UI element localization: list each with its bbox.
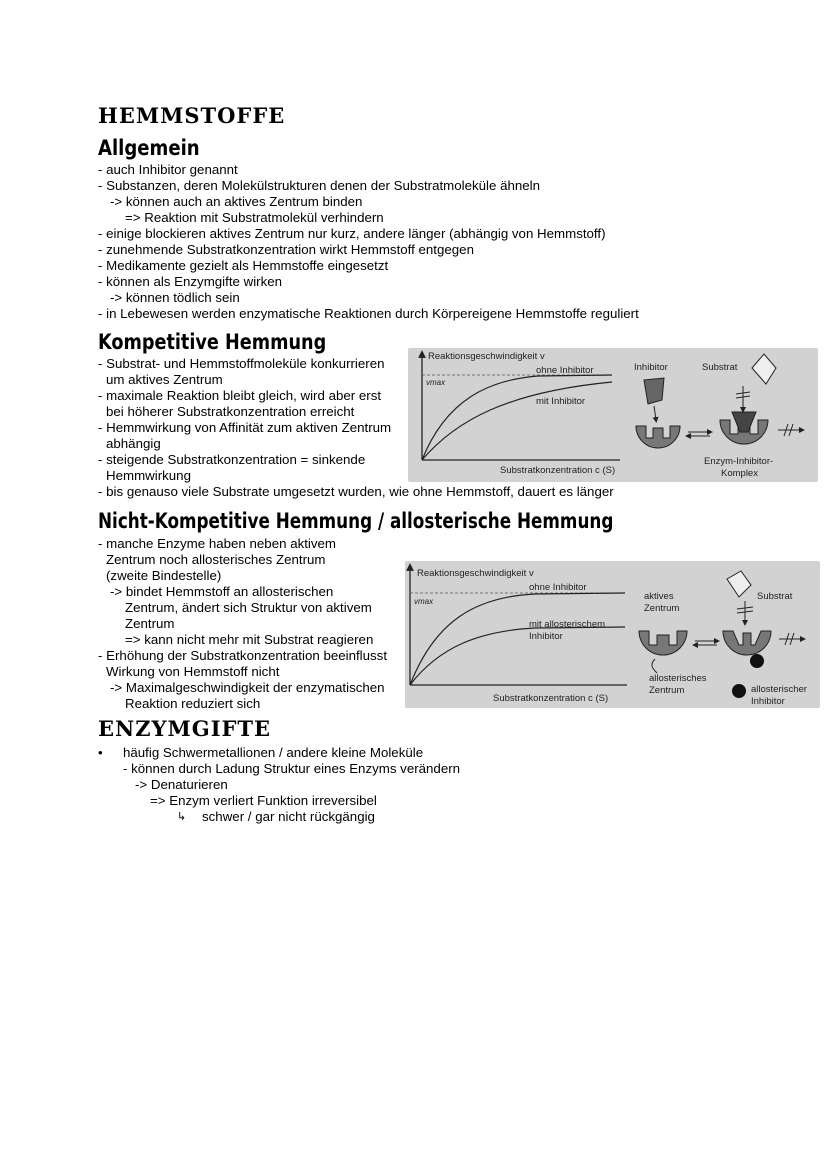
text-line: Zentrum noch allosterisches Zentrum [106,552,326,567]
text-line: - Medikamente gezielt als Hemmstoffe eingesetzt [98,258,389,273]
pointer-allosteric [652,659,657,673]
text-line: - Substanzen, deren Molekülstrukturen denen der Substratmoleküle ähneln [98,178,541,193]
text-line: Wirkung von Hemmstoff nicht [106,664,280,679]
label-substrat: Substrat [757,591,793,602]
text-line: - Substrat- und Hemmstoffmoleküle konkurrieren [98,356,385,371]
label-aktives-1: aktives [644,591,674,602]
vmax-label: vmax [426,378,446,387]
text-line: => Enzym verliert Funktion irreversibel [150,793,377,808]
enzyme-deformed [723,631,771,655]
label-allo-2: Zentrum [649,685,685,696]
label-complex-2: Komplex [721,468,758,479]
figure-kompetitive-hemmung [408,348,818,482]
text-line: - können als Enzymgifte wirken [98,274,283,289]
text-line: schwer / gar nicht rückgängig [202,809,375,824]
curve-label-mit-1: mit allosterischem [529,619,606,630]
curve-mit-inhibitor [422,382,612,460]
label-complex-1: Enzym-Inhibitor- [704,456,774,467]
text-line: Reaktion reduziert sich [125,696,261,711]
enzyme-free [636,426,680,448]
bullet-icon: • [98,745,103,760]
y-axis-label: Reaktionsgeschwindigkeit v [417,568,534,579]
text-line: => kann nicht mehr mit Substrat reagieren [125,632,374,647]
vmax-label: vmax [414,597,434,606]
label-allo-inh-1: allosterischer [751,684,807,695]
substrat-shape [727,571,751,597]
text-line: Zentrum [125,616,175,631]
x-axis-label: Substratkonzentration c (S) [493,693,609,704]
text-line: -> Denaturieren [135,777,228,792]
text-line: - maximale Reaktion bleibt gleich, wird aber erst [98,388,382,403]
y-axis-label: Reaktionsgeschwindigkeit v [428,351,545,362]
text-line: (zweite Bindestelle) [106,568,222,583]
curve-ohne-inhibitor [410,593,625,685]
text-line: Hemmwirkung [106,468,191,483]
curve-ohne-inhibitor [422,375,612,460]
text-line: - Hemmwirkung von Affinität zum aktiven Zentrum [98,420,392,435]
arrow-icon: ↳ [177,811,187,823]
text-line: - Erhöhung der Substratkonzentration beeinflusst [98,648,388,663]
text-line: => Reaktion mit Substratmolekül verhindern [125,210,384,225]
text-line: -> Maximalgeschwindigkeit der enzymatischen [110,680,385,695]
text-line: - steigende Substratkonzentration = sinkende [98,452,366,467]
text-line: -> bindet Hemmstoff an allosterischen [110,584,334,599]
text-line: bei höherer Substratkonzentration erreicht [106,404,355,419]
bound-inhibitor [732,412,756,432]
label-substrat: Substrat [702,362,738,373]
curve-label-ohne: ohne Inhibitor [529,582,587,593]
title-hemmstoffe: HEMMSTOFFE [98,103,286,128]
title-enzymgifte: ENZYMGIFTE [98,716,272,741]
x-axis-label: Substratkonzentration c (S) [500,465,616,476]
heading-nicht-kompetitive-hemmung: Nicht-Kompetitive Hemmung / allosterische Hemmung [98,509,614,533]
text-line: - bis genauso viele Substrate umgesetzt wurden, wie ohne Hemmstoff, dauert es länger [98,484,614,499]
curve-label-mit: mit Inhibitor [536,396,586,407]
text-line: - auch Inhibitor genannt [98,162,238,177]
text-line: - zunehmende Substratkonzentration wirkt Hemmstoff entgegen [98,242,474,257]
text-line: -> können auch an aktives Zentrum binden [110,194,363,209]
inhibitor-shape [644,378,664,404]
text-line: Zentrum, ändert sich Struktur von aktivem [125,600,372,615]
figure-allosterisch-svg [405,561,820,708]
text-line: häufig Schwermetallionen / andere kleine Moleküle [123,745,424,760]
text-line: - können durch Ladung Struktur eines Enzyms verändern [123,761,461,776]
text-line: - manche Enzyme haben neben aktivem [98,536,336,551]
text-line: abhängig [106,436,161,451]
text-line: um aktives Zentrum [106,372,223,387]
substrat-shape [752,354,776,384]
figure-allosterische-hemmung [405,561,820,708]
arrow-inhibitor-down [654,406,656,420]
label-inhibitor: Inhibitor [634,362,668,373]
enzyme-free [639,631,687,655]
label-allo-1: allosterisches [649,673,707,684]
heading-allgemein: Allgemein [98,136,200,160]
text-line: - einige blockieren aktives Zentrum nur kurz, andere länger (abhängig von Hemmstoff) [98,226,606,241]
bound-allosteric-inhibitor [750,654,764,668]
text-line: - in Lebewesen werden enzymatische Reaktionen durch Körpereigene Hemmstoffe reguliert [98,306,639,321]
curve-label-ohne: ohne Inhibitor [536,365,594,376]
text-line: -> können tödlich sein [110,290,240,305]
label-allo-inh-2: Inhibitor [751,696,785,707]
curve-label-mit-2: Inhibitor [529,631,563,642]
figure-kompetitive-svg [408,348,818,482]
allosteric-inhibitor-dot [732,684,746,698]
curve-mit-allosterischem-inhibitor [410,627,625,685]
heading-kompetitive-hemmung: Kompetitive Hemmung [98,330,327,354]
label-aktives-2: Zentrum [644,603,680,614]
